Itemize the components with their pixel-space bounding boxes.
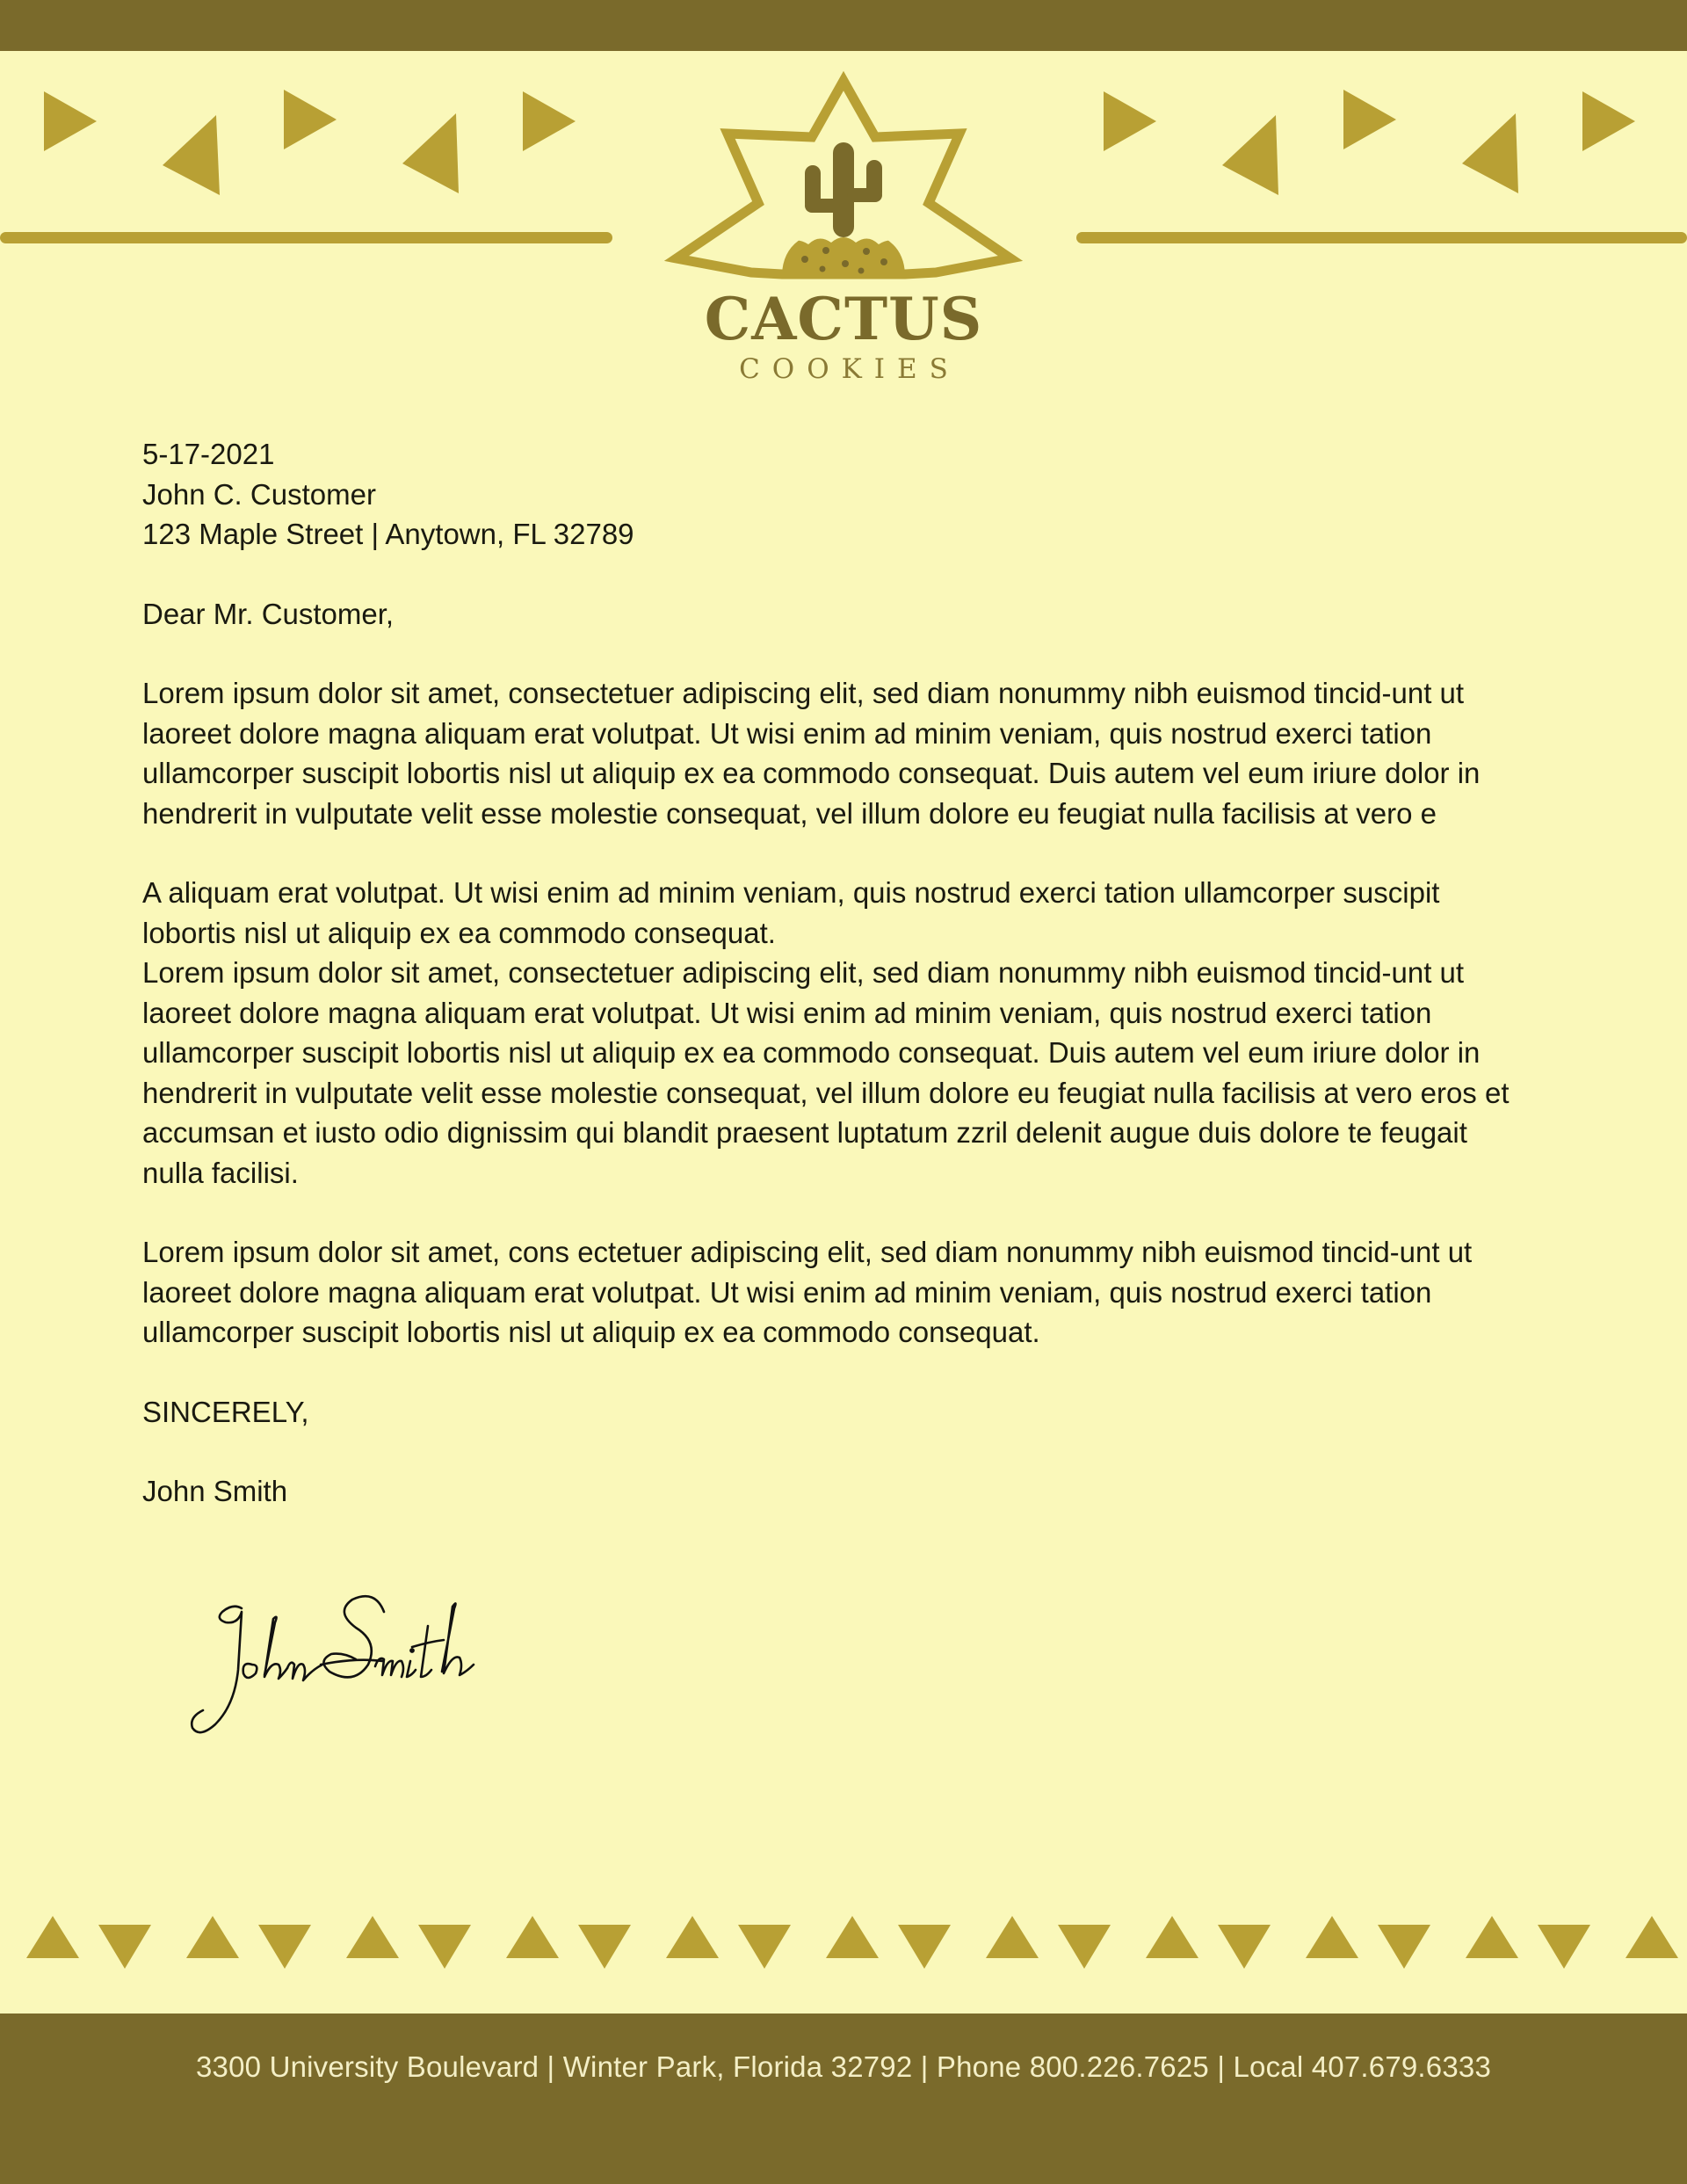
header-line-right: [1076, 232, 1687, 243]
footer-contact: 3300 University Boulevard | Winter Park, Florida 32792 | Phone 800.226.7625 | Local 407.679.6333: [195, 2050, 1492, 2083]
letter-date: 5-17-2021: [142, 438, 275, 470]
recipient-address: 123 Maple Street | Anytown, FL 32789: [142, 518, 634, 550]
footer-triangles: [26, 1916, 1678, 1969]
recipient-name: John C. Customer: [142, 477, 376, 511]
paragraph-3: Lorem ipsum dolor sit amet, consectetuer adipiscing elit, sed diam nonummy nibh euismod tincid-unt ut laoreet dolore magna aliquam erat volutpat. Ut wisi enim ad minim veniam, quis nostrud exerci tation ullamcorper suscipit lobortis nisl ut aliquip ex ea commodo consequat. Duis autem vel eum iriure dolor in hendrerit in vulputate velit esse molestie consequat, vel illum dolore eu feugiat nulla facilisis at vero eros et accumsan et iusto odio dignissim qui blandit praesent luptatum zzril delenit augue duis dolore te feugait nulla facilisi.: [142, 956, 1510, 1189]
letter-body: [142, 434, 1513, 1512]
handwritten-signature: [180, 1573, 496, 1749]
paragraph-4: Lorem ipsum dolor sit amet, cons ectetuer adipiscing elit, sed diam nonummy nibh euismod tincid-unt ut laoreet dolore magna aliquam erat volutpat. Ut wisi enim ad minim veniam, quis nostrud exerci tation ullamcorper suscipit lobortis nisl ut aliquip ex ea commodo consequat.: [142, 1236, 1473, 1348]
brand-name: CACTUS: [704, 285, 983, 353]
brand-subtitle: COOKIES: [739, 353, 960, 385]
closing: SINCERELY,: [142, 1395, 309, 1428]
salutation: Dear Mr. Customer,: [142, 597, 395, 630]
paragraph-1: Lorem ipsum dolor sit amet, consectetuer adipiscing elit, sed diam nonummy nibh euismod tincid-unt ut laoreet dolore magna aliquam erat volutpat. Ut wisi enim ad minim veniam, quis nostrud exerci tation ullamcorper suscipit lobortis nisl ut aliquip ex ea commodo consequat. Duis autem vel eum iriure dolor in hendrerit in vulputate velit esse molestie consequat, vel illum dolore eu feugiat nulla facilisis at vero e: [142, 677, 1481, 830]
header-line-left: [0, 232, 612, 243]
sender-name: John Smith: [142, 1475, 288, 1507]
paragraph-2: A aliquam erat volutpat. Ut wisi enim ad minim veniam, quis nostrud exerci tation ullamcorper suscipit lobortis nisl ut aliquip ex ea commodo consequat.: [142, 876, 1440, 949]
footer-band: [0, 2013, 1687, 2184]
